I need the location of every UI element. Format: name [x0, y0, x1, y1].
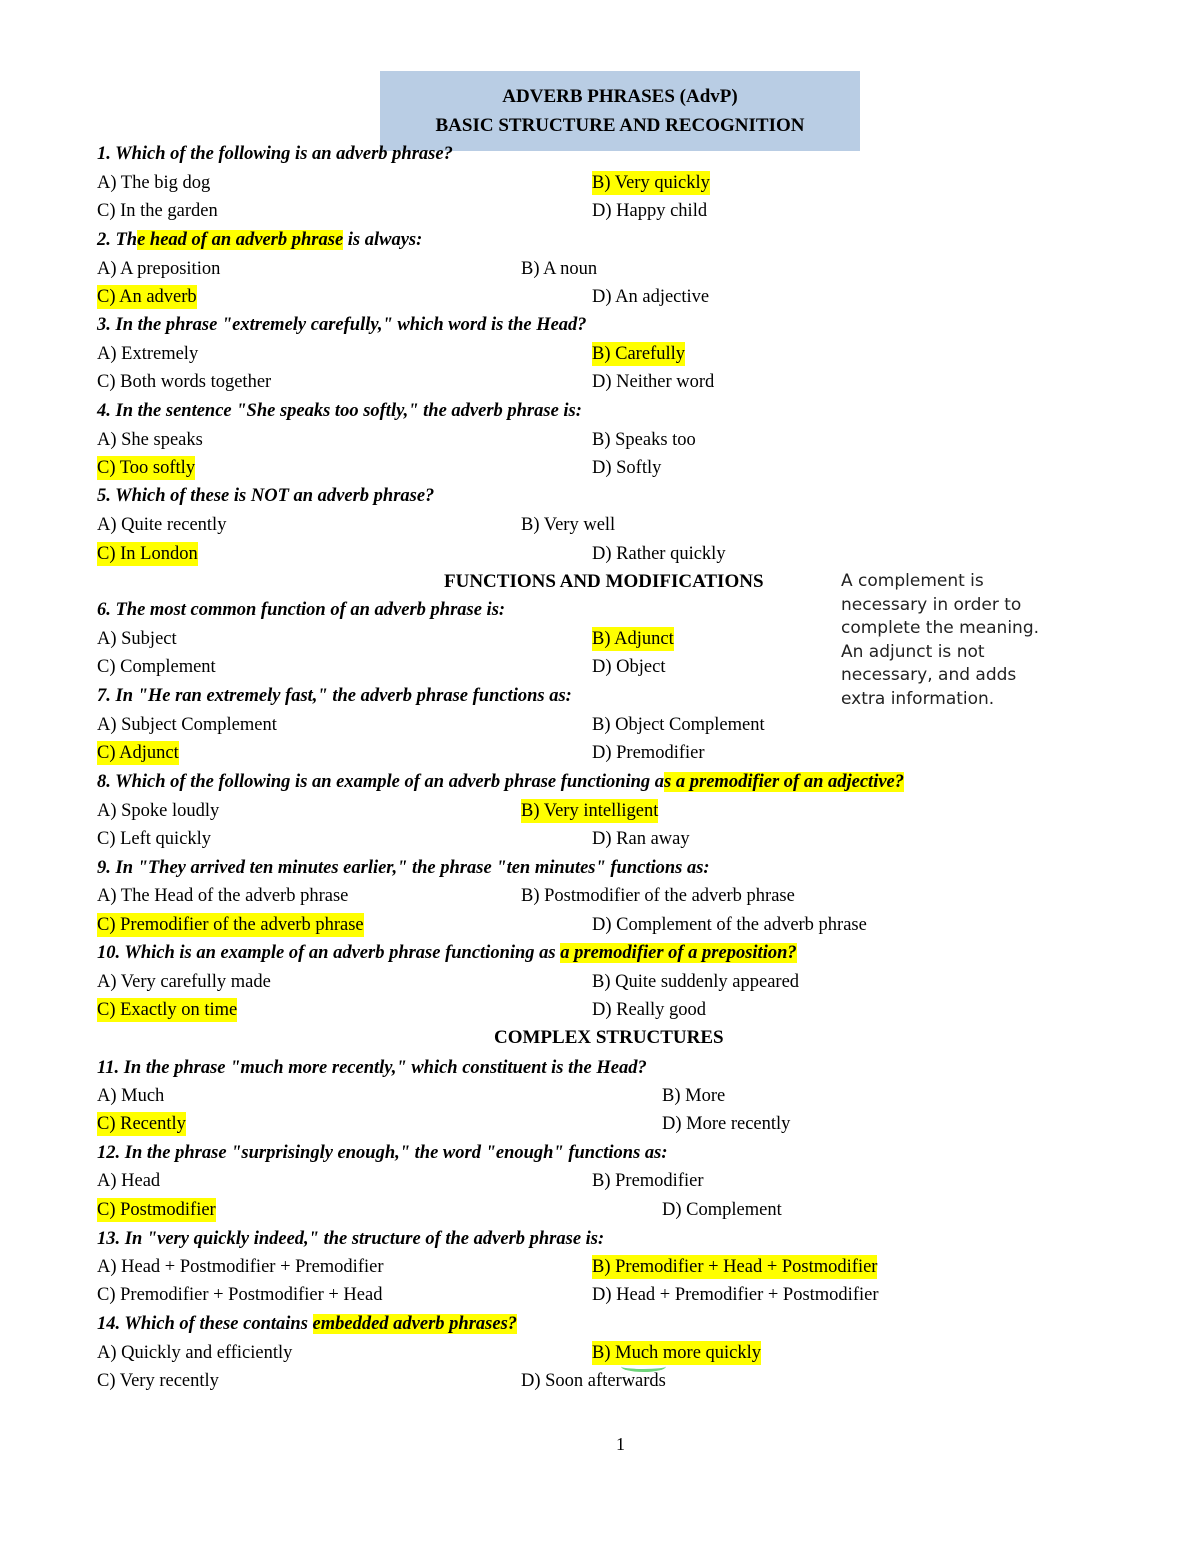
question-10-highlight: a premodifier of a preposition?: [560, 943, 797, 963]
q1-option-a: A) The big dog: [97, 173, 211, 193]
q10-option-a: A) Very carefully made: [97, 972, 271, 992]
q10-option-c: C) Exactly on time: [97, 1000, 238, 1020]
q9-option-c: C) Premodifier of the adverb phrase: [97, 915, 364, 935]
q5-option-c: C) In London: [97, 544, 198, 564]
q3-option-b: B) Carefully: [592, 344, 685, 364]
question-14: [97, 1312, 517, 1336]
q6-option-c: C) Complement: [97, 657, 216, 677]
question-6: 6. The most common function of an adverb phrase is:: [97, 600, 506, 620]
q11-option-c: C) Recently: [97, 1114, 186, 1134]
page-subtitle: BASIC STRUCTURE AND RECOGNITION: [435, 115, 805, 136]
question-8: [97, 770, 904, 794]
q5-option-a: A) Quite recently: [97, 515, 227, 535]
q12-option-c: C) Postmodifier: [97, 1200, 216, 1220]
q11-option-d: D) More recently: [662, 1114, 791, 1134]
q12-option-d: D) Complement: [662, 1200, 782, 1220]
question-3: 3. In the phrase "extremely carefully," which word is the Head?: [97, 315, 587, 335]
margin-note: A complement is necessary in order to complete the meaning. An adjunct is not necessary, and adds extra information.: [841, 571, 1040, 709]
q13-option-c: C) Premodifier + Postmodifier + Head: [97, 1285, 383, 1305]
question-13: 13. In "very quickly indeed," the structure of the adverb phrase is:: [97, 1229, 605, 1249]
q6-option-d: D) Object: [592, 657, 666, 677]
q10-option-d: D) Really good: [592, 1000, 707, 1020]
q8-option-b: B) Very intelligent: [521, 801, 659, 821]
section-heading-functions: FUNCTIONS AND MODIFICATIONS: [444, 571, 764, 592]
title-box: [380, 71, 860, 151]
q7-option-b: B) Object Complement: [592, 715, 765, 735]
q8-option-d: D) Ran away: [592, 829, 690, 849]
q1-option-b: B) Very quickly: [592, 173, 710, 193]
q13-option-a: A) Head + Postmodifier + Premodifier: [97, 1257, 384, 1277]
question-12: 12. In the phrase "surprisingly enough," the word "enough" functions as:: [97, 1143, 668, 1163]
q2-option-c: C) An adverb: [97, 287, 197, 307]
question-1: 1. Which of the following is an adverb phrase?: [97, 144, 453, 164]
q11-option-b: B) More: [662, 1086, 726, 1106]
question-2-highlight: e head of an adverb phrase: [137, 230, 344, 250]
page-number: 1: [616, 1434, 625, 1454]
q4-option-b: B) Speaks too: [592, 430, 696, 450]
q11-option-a: A) Much: [97, 1086, 165, 1106]
question-9: 9. In "They arrived ten minutes earlier," the phrase "ten minutes" functions as:: [97, 858, 710, 878]
q14-option-b: B) Much more quickly: [592, 1343, 762, 1363]
question-8-highlight: s a premodifier of an adjective?: [664, 772, 905, 792]
page-title: ADVERB PHRASES (AdvP): [502, 86, 738, 107]
q12-option-a: A) Head: [97, 1171, 161, 1191]
q1-option-d: D) Happy child: [592, 201, 708, 221]
question-14-text: 14. Which of these contains: [97, 1314, 313, 1334]
q5-option-d: D) Rather quickly: [592, 544, 726, 564]
q4-option-d: D) Softly: [592, 458, 662, 478]
question-4: 4. In the sentence "She speaks too softly," the adverb phrase is:: [97, 401, 582, 421]
q13-option-b: B) Premodifier + Head + Postmodifier: [592, 1257, 878, 1277]
q6-option-a: A) Subject: [97, 629, 177, 649]
q1-option-c: C) In the garden: [97, 201, 218, 221]
question-5: 5. Which of these is NOT an adverb phrase?: [97, 486, 435, 506]
q7-option-c: C) Adjunct: [97, 743, 179, 763]
q3-option-a: A) Extremely: [97, 344, 199, 364]
q2-option-d: D) An adjective: [592, 287, 710, 307]
section-heading-complex: COMPLEX STRUCTURES: [494, 1027, 724, 1048]
q9-option-b: B) Postmodifier of the adverb phrase: [521, 886, 795, 906]
q13-option-d: D) Head + Premodifier + Postmodifier: [592, 1285, 879, 1305]
question-7: 7. In "He ran extremely fast," the adverb phrase functions as:: [97, 686, 572, 706]
q8-option-c: C) Left quickly: [97, 829, 212, 849]
question-11: 11. In the phrase "much more recently," which constituent is the Head?: [97, 1058, 647, 1078]
q5-option-b: B) Very well: [521, 515, 616, 535]
question-14-highlight: embedded adverb phrases?: [312, 1314, 518, 1334]
q2-option-b: B) A noun: [521, 259, 598, 279]
question-2-text-end: is always:: [343, 230, 423, 250]
q7-option-d: D) Premodifier: [592, 743, 705, 763]
q10-option-b: B) Quite suddenly appeared: [592, 972, 800, 992]
question-10: [97, 941, 797, 965]
question-10-text: 10. Which is an example of an adverb phrase functioning as: [97, 943, 561, 963]
q14-option-c: C) Very recently: [97, 1371, 219, 1391]
question-8-text: 8. Which of the following is an example of an adverb phrase functioning a: [97, 772, 665, 792]
question-2-text: 2. Th: [97, 230, 138, 250]
q14-option-a: A) Quickly and efficiently: [97, 1343, 293, 1363]
q4-option-c: C) Too softly: [97, 458, 196, 478]
q6-option-b: B) Adjunct: [592, 629, 674, 649]
q3-option-d: D) Neither word: [592, 372, 715, 392]
q12-option-b: B) Premodifier: [592, 1171, 704, 1191]
q14-option-d: D) Soon afterwards: [521, 1371, 666, 1391]
question-2: [97, 228, 422, 252]
q8-option-a: A) Spoke loudly: [97, 801, 220, 821]
q9-option-a: A) The Head of the adverb phrase: [97, 886, 349, 906]
q3-option-c: C) Both words together: [97, 372, 272, 392]
q9-option-d: D) Complement of the adverb phrase: [592, 915, 867, 935]
q7-option-a: A) Subject Complement: [97, 715, 277, 735]
q4-option-a: A) She speaks: [97, 430, 203, 450]
q2-option-a: A) A preposition: [97, 259, 221, 279]
